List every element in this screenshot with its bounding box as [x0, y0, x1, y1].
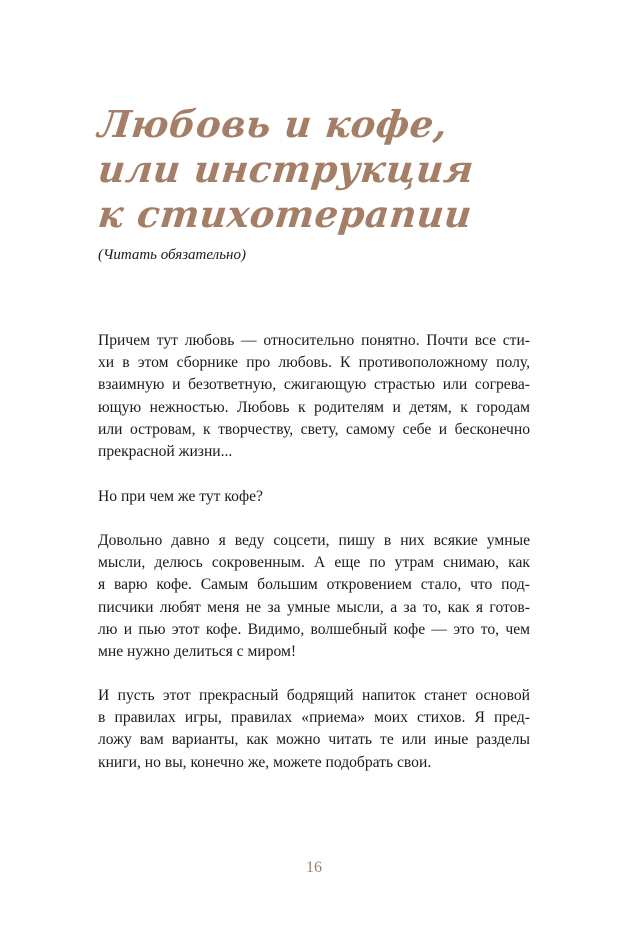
text-line: Довольно давно я веду соцсети, пишу в них всякие умные — [98, 532, 530, 549]
text-line: или островам, к творчеству, свету, самому себе и бесконечно — [98, 420, 530, 438]
chapter-subtitle: (Читать обязательно) — [98, 247, 246, 263]
text-line: лю и пью этот кофе. Видимо, волшебный кофе — это то, чем — [98, 620, 530, 638]
text-line: Причем тут любовь — относительно понятно. Почти все сти- — [98, 332, 530, 349]
text-line: я варю кофе. Самым большим откровением стало, что под- — [98, 576, 530, 594]
body-paragraph — [98, 330, 530, 463]
body-paragraph — [98, 486, 530, 508]
text-line: ложу вам варианты, как можно читать те или иные разделы — [98, 731, 530, 749]
chapter-title — [96, 102, 536, 237]
chapter-title-line: Любовь и кофе, — [96, 102, 450, 146]
body-paragraph — [98, 530, 530, 663]
text-line: хи в этом сборнике про любовь. К противоположному полу, — [98, 354, 530, 372]
body-paragraph — [98, 685, 530, 774]
text-line: ющую нежностью. Любовь к родителям и детям, к городам — [98, 398, 530, 416]
text-line: мне нужно делиться с миром! — [98, 642, 297, 660]
chapter-title-line: к стихотерапии — [96, 192, 475, 236]
text-line: в правилах игры, правилах «приема» моих стихов. Я пред- — [98, 709, 530, 727]
text-line: взаимную и безответную, сжигающую страстью или согрева- — [98, 376, 530, 394]
page-number: 16 — [306, 859, 322, 876]
text-line: писчики любят меня не за умные мысли, а за то, как я готов- — [98, 598, 530, 616]
chapter-title-line: или инструкция — [96, 147, 477, 191]
text-line: прекрасной жизни... — [98, 442, 233, 460]
text-line: Но при чем же тут кофе? — [98, 488, 263, 505]
text-line: И пусть этот прекрасный бодрящий напиток станет основой — [98, 687, 530, 704]
text-line: книги, но вы, конечно же, можете подобрать свои. — [98, 753, 432, 771]
text-line: мысли, делюсь сокровенным. А еще по утрам снимаю, как — [98, 554, 530, 572]
